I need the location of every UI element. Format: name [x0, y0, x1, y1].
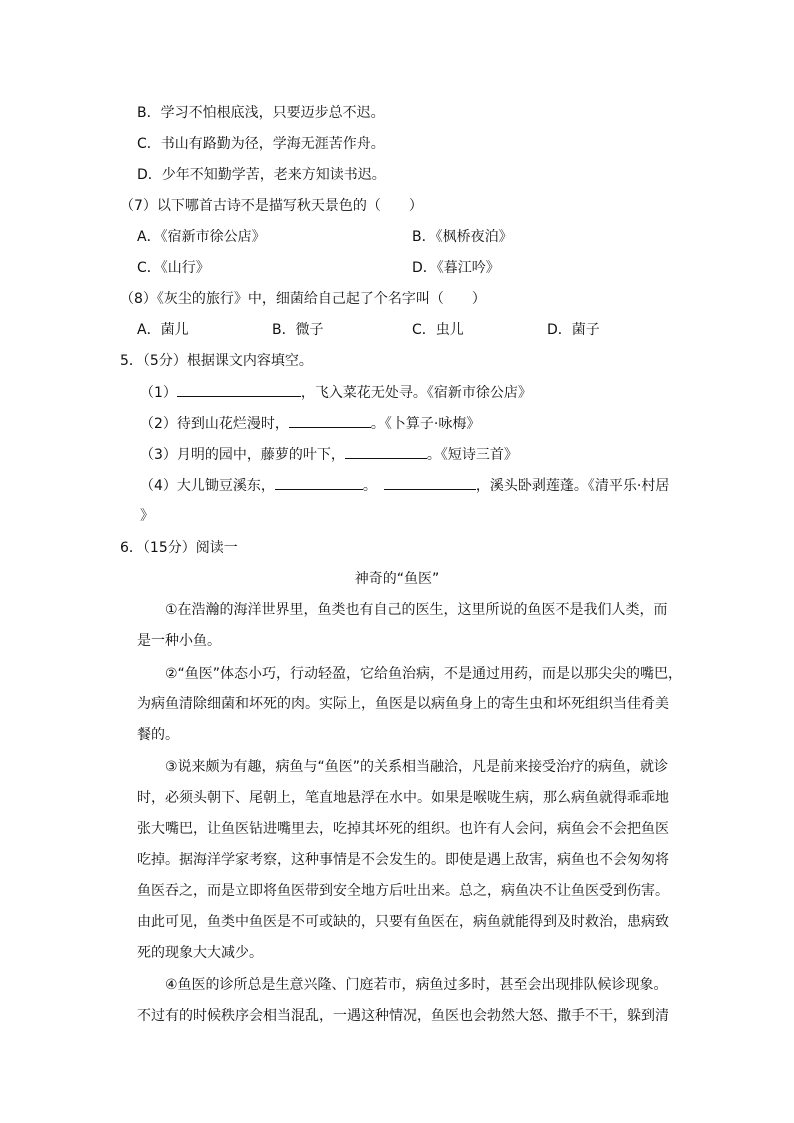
passage-line: ④鱼医的诊所总是生意兴隆、门庭若市，病鱼过多时，甚至会出现排队候诊现象。 — [165, 977, 668, 993]
item-tail: ，溪头卧剥莲蓬。《清平乐·村居 — [475, 478, 670, 494]
passage-line: 死的现象大大减少。 — [137, 945, 263, 961]
answer-blank[interactable] — [384, 475, 476, 490]
passage-line: 吃掉。据海洋学家考察，这种事情是不会发生的。即使是遇上敌害，病鱼也不会匆匆将 — [137, 852, 669, 868]
passage-line: ①在浩瀚的海洋世界里，鱼类也有自己的医生，这里所说的鱼医不是我们人类，而 — [165, 602, 668, 618]
option-a: A．《宿新市徐公店》 — [137, 229, 266, 245]
fill-item-4-wrap: 》 — [140, 508, 154, 524]
answer-blank[interactable] — [177, 382, 301, 397]
option-b: B．《枫桥夜泊》 — [412, 229, 513, 245]
fill-item-1 — [140, 382, 532, 403]
fill-item-3 — [140, 444, 518, 465]
item-tail: 。《卜算子·咏梅》 — [370, 416, 481, 432]
passage-line: 由此可见，鱼类中鱼医是不可或缺的，只要有鱼医在，病鱼就能得到及时救治，患病致 — [137, 914, 669, 930]
option-c: C．书山有路勤为径，学海无涯苦作舟。 — [137, 136, 385, 152]
item-number: （1） — [140, 385, 177, 401]
option-b: B．微子 — [272, 322, 324, 338]
passage-line: 是一种小鱼。 — [137, 633, 221, 649]
item-text: （2）待到山花烂漫时， — [140, 416, 289, 432]
fill-item-2 — [140, 413, 480, 434]
item-text: ，飞入菜花无处寻。《宿新市徐公店》 — [300, 385, 532, 401]
passage-line: 餐的。 — [137, 727, 179, 743]
option-d: D．少年不知勤学苦，老来方知读书迟。 — [137, 167, 386, 183]
answer-blank[interactable] — [345, 444, 427, 459]
question-stem: （8）《灰尘的旅行》中，细菌给自己起了个名字叫（ ） — [120, 291, 486, 307]
question-stem: （7）以下哪首古诗不是描写秋天景色的（ ） — [120, 198, 423, 214]
option-d: D．菌子 — [547, 322, 600, 338]
answer-blank[interactable] — [289, 413, 371, 428]
item-mid: 。 — [362, 478, 370, 494]
option-a: A．菌儿 — [137, 322, 189, 338]
passage-line: 不过有的时候秩序会相当混乱，一遇这种情况，鱼医也会勃然大怒、撒手不干，躲到清 — [137, 1008, 669, 1024]
question-stem: 6．（15分）阅读一 — [120, 540, 238, 556]
answer-blank[interactable] — [275, 475, 363, 490]
passage-line: 张大嘴巴，让鱼医钻进嘴里去，吃掉其坏死的组织。也许有人会问，病鱼会不会把鱼医 — [137, 821, 669, 837]
passage-line: 时，必须头朝下、尾朝上，笔直地悬浮在水中。如果是喉咙生病，那么病鱼就得乖乖地 — [137, 790, 669, 806]
item-text: （3）月明的园中，藤萝的叶下， — [140, 447, 345, 463]
passage-title: 神奇的“鱼医” — [354, 571, 440, 587]
passage-line: 为病鱼清除细菌和坏死的肉。实际上，鱼医是以病鱼身上的寄生虫和坏死组织当佳肴美 — [137, 696, 669, 712]
passage-line: ③说来颇为有趣，病鱼与“鱼医”的关系相当融洽，凡是前来接受治疗的病鱼，就诊 — [165, 759, 669, 775]
item-text: （4）大儿锄豆溪东， — [140, 478, 275, 494]
question-stem: 5．（5分）根据课文内容填空。 — [120, 353, 313, 369]
passage-line: ②“鱼医”体态小巧，行动轻盈，它给鱼治病，不是通过用药，而是以那尖尖的嘴巴， — [165, 666, 683, 682]
option-b: B．学习不怕根底浅，只要迈步总不迟。 — [137, 105, 385, 121]
fill-item-4 — [140, 475, 669, 496]
option-c: C．《山行》 — [137, 260, 210, 276]
option-c: C．虫儿 — [412, 322, 464, 338]
item-tail: 。《短诗三首》 — [426, 447, 518, 463]
option-d: D．《暮江吟》 — [412, 260, 500, 276]
passage-line: 鱼医吞之，而是立即将鱼医带到安全地方后吐出来。总之，病鱼决不让鱼医受到伤害。 — [137, 883, 669, 899]
